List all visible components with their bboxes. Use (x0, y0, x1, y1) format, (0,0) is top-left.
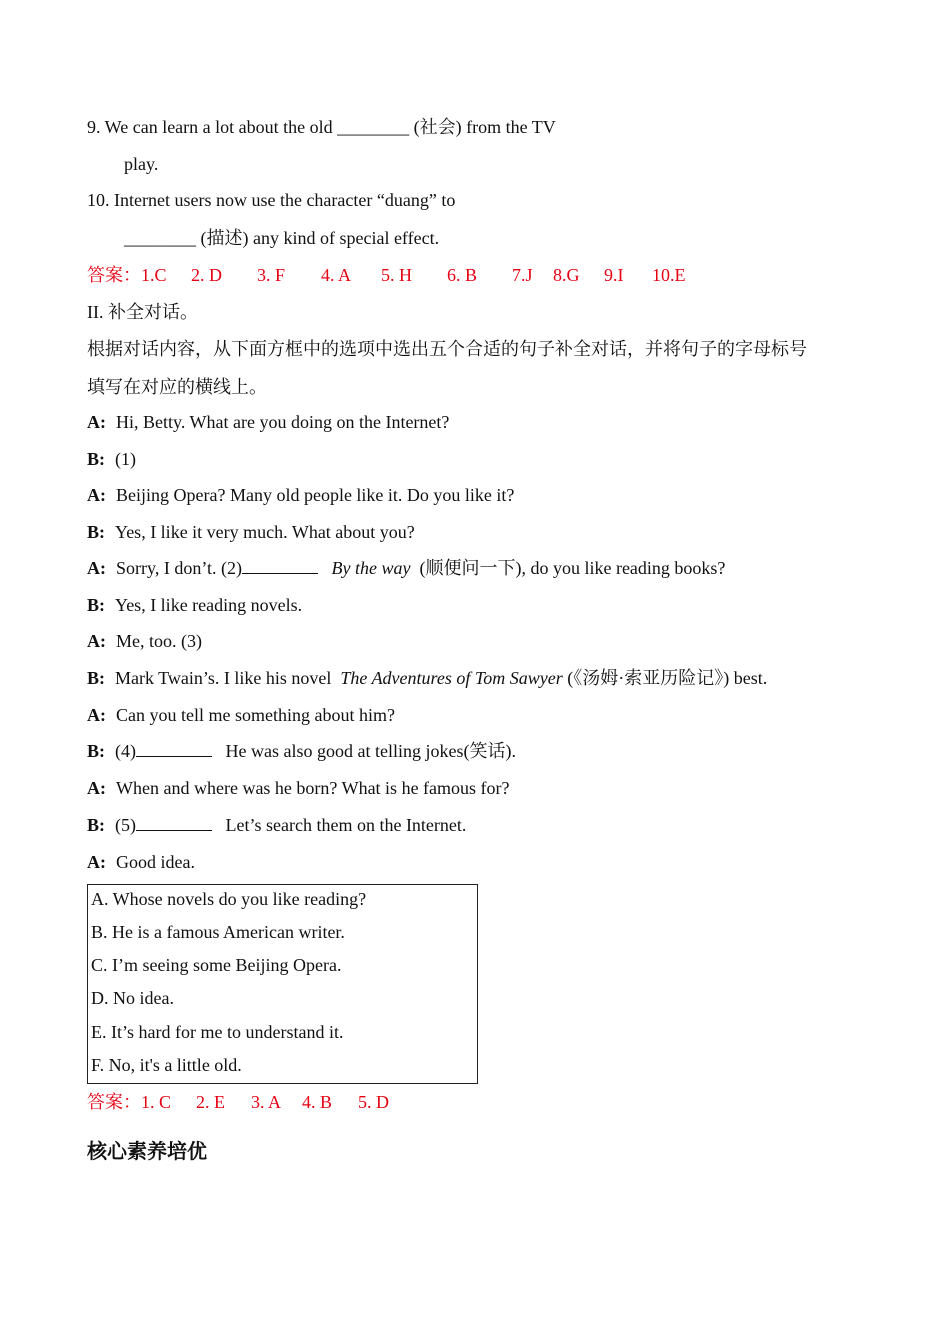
option-item: D. No idea. (91, 988, 174, 1008)
dialogue-line (87, 448, 136, 470)
answer-item: 5. H (381, 265, 412, 285)
answer-item: 1.C (141, 265, 167, 285)
speaker-label: A: (87, 558, 106, 578)
dialogue-text: (5) (115, 815, 136, 835)
speaker-label: A: (87, 778, 106, 798)
dialogue-text: Mark Twain’s. I like his novel (115, 668, 336, 688)
dialogue-line (87, 411, 449, 433)
answer-prefix: 答案： (87, 265, 141, 285)
dialogue-text: (《汤姆·索亚历险记》) best. (562, 668, 768, 688)
question-9-line-2: play. (124, 154, 159, 174)
answer-line-part2 (87, 1091, 389, 1113)
speaker-label: B: (87, 815, 105, 835)
answer-item: 2. E (196, 1092, 225, 1112)
speaker-label: A: (87, 705, 106, 725)
dialogue-line (87, 667, 767, 689)
dialogue-text: Hi, Betty. What are you doing on the Internet? (116, 412, 450, 432)
dialogue-line (87, 704, 395, 726)
answer-item: 3. F (257, 265, 286, 285)
dialogue-line (87, 594, 302, 616)
answer-item: 5. D (358, 1092, 389, 1112)
dialogue-text: (1) (115, 449, 136, 469)
question-9-line-1: 9. We can learn a lot about the old ________ (社会) from the TV (87, 117, 556, 137)
speaker-label: A: (87, 852, 106, 872)
answer-prefix: 答案： (87, 1092, 141, 1112)
dialogue-line (87, 740, 516, 762)
speaker-label: B: (87, 595, 105, 615)
dialogue-line (87, 630, 202, 652)
answer-item: 6. B (447, 265, 478, 285)
option-item: C. I’m seeing some Beijing Opera. (91, 955, 342, 975)
answer-item: 10.E (652, 265, 686, 285)
speaker-label: B: (87, 449, 105, 469)
dialogue-text: He was also good at telling jokes(笑话). (225, 741, 516, 761)
answer-item: 7.J (512, 265, 533, 285)
answer-item: 9.I (604, 265, 624, 285)
speaker-label: B: (87, 741, 105, 761)
answer-line-part1 (87, 264, 686, 286)
answer-item: 4. A (321, 265, 352, 285)
dialogue-text: Beijing Opera? Many old people like it. Do you like it? (116, 485, 515, 505)
options-box (87, 884, 478, 1084)
dialogue-text: Can you tell me something about him? (116, 705, 395, 725)
dialogue-text: When and where was he born? What is he famous for? (116, 778, 510, 798)
dialogue-text: (顺便问一下), do you like reading books? (414, 558, 726, 578)
dialogue-line (87, 521, 415, 543)
answer-item: 4. B (302, 1092, 333, 1112)
dialogue-text: Sorry, I don’t. (2) (116, 558, 242, 578)
speaker-label: A: (87, 485, 106, 505)
answer-item: 1. C (141, 1092, 172, 1112)
section-title: II. 补全对话。 (87, 302, 198, 322)
speaker-label: A: (87, 412, 106, 432)
answer-item: 8.G (553, 265, 580, 285)
instruction-line-2: 填写在对应的横线上。 (87, 377, 267, 397)
dialogue-line (87, 557, 725, 579)
dialogue-line (87, 777, 510, 799)
option-item: E. It’s hard for me to understand it. (91, 1022, 344, 1042)
option-item: F. No, it's a little old. (91, 1055, 242, 1075)
dialogue-text: Me, too. (3) (116, 631, 202, 651)
dialogue-text: Yes, I like reading novels. (115, 595, 303, 615)
dialogue-text: Good idea. (116, 852, 195, 872)
option-item: B. He is a famous American writer. (91, 922, 345, 942)
speaker-label: A: (87, 631, 106, 651)
answer-blank (242, 557, 318, 574)
answer-blank (136, 740, 212, 757)
answer-item: 2. D (191, 265, 222, 285)
dialogue-line (87, 814, 466, 836)
option-item: A. Whose novels do you like reading? (91, 889, 367, 909)
dialogue-text: (4) (115, 741, 136, 761)
speaker-label: B: (87, 668, 105, 688)
dialogue-text: Let’s search them on the Internet. (225, 815, 467, 835)
instruction-line-1: 根据对话内容，从下面方框中的选项中选出五个合适的句子补全对话，并将句子的字母标号 (87, 339, 807, 359)
dialogue-line (87, 851, 195, 873)
answer-blank (136, 814, 212, 831)
dialogue-line (87, 484, 514, 506)
section-heading: 核心素养培优 (87, 1139, 207, 1163)
question-10-line-2: ________ (描述) any kind of special effect. (124, 228, 440, 248)
question-10-line-1: 10. Internet users now use the character “duang” to (87, 190, 456, 210)
dialogue-text: Yes, I like it very much. What about you? (115, 522, 415, 542)
speaker-label: B: (87, 522, 105, 542)
answer-item: 3. A (251, 1092, 282, 1112)
italic-phrase: By the way (331, 558, 411, 578)
italic-phrase: The Adventures of Tom Sawyer (340, 668, 563, 688)
